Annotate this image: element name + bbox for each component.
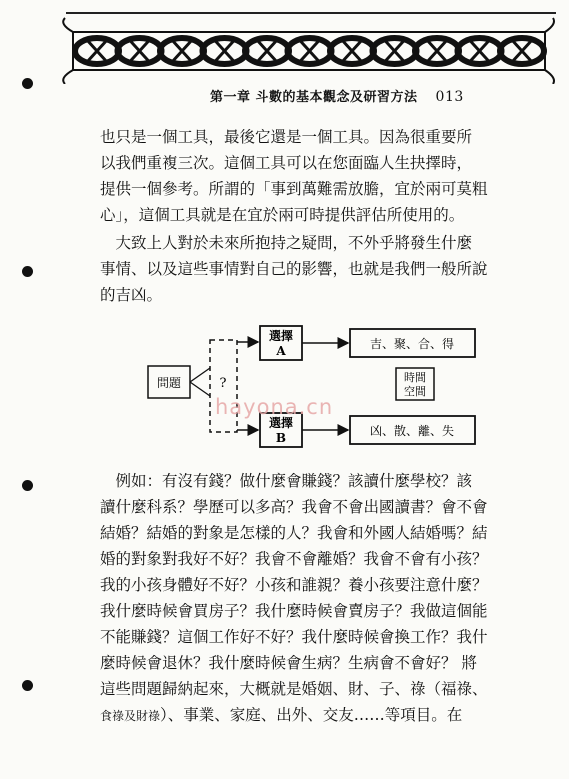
small-note: 食祿及財祿 bbox=[100, 709, 161, 723]
text-line: 我什麼時候會買房子？我什麼時候會賣房子？我做這個能 bbox=[100, 602, 488, 620]
text-line: 的吉凶。 bbox=[100, 286, 163, 304]
text-line: 我的小孩身體好不好？小孩和誰親？養小孩要注意什麼？ bbox=[100, 576, 488, 594]
binder-hole bbox=[22, 78, 33, 89]
text-line: 以我們重複三次。這個工具可以在您面臨人生抉擇時， bbox=[100, 154, 473, 172]
text-line: 也只是一個工具，最後它還是一個工具。因為很重要所 bbox=[100, 128, 473, 146]
watermark: hayona.cn bbox=[215, 395, 334, 419]
text-line: 心」，這個工具就是在宜於兩可時提供評估所使用的。 bbox=[100, 206, 465, 224]
text-line bbox=[100, 702, 520, 729]
knot-border-ornament bbox=[55, 16, 560, 84]
choice-diagram bbox=[140, 318, 510, 453]
text-line: 提供一個參考。所謂的「事到萬難需放膽，宜於兩可莫粗 bbox=[100, 180, 488, 198]
text-line: 例如：有沒有錢？做什麼會賺錢？該讀什麼學校？該 bbox=[100, 472, 473, 490]
outcome-bad-label: 凶、散、離、失 bbox=[369, 424, 455, 438]
text-line: 麼時候會退休？我什麼時候會生病？生病會不會好？ 將 bbox=[100, 654, 477, 672]
binder-hole bbox=[22, 266, 33, 277]
choice-b-label: 選擇 bbox=[268, 416, 294, 430]
chapter-title: 第一章 斗數的基本觀念及研習方法 bbox=[210, 90, 418, 105]
choice-a-letter: A bbox=[276, 344, 286, 358]
outcome-good-label: 吉、聚、合、得 bbox=[369, 337, 455, 351]
text-line: 結婚？結婚的對象是怎樣的人？我會和外國人結婚嗎？結 bbox=[100, 524, 488, 542]
question-label: 問題 bbox=[156, 376, 182, 390]
top-rule bbox=[66, 12, 556, 14]
paragraph-3 bbox=[100, 468, 520, 729]
page-number: 013 bbox=[435, 89, 464, 105]
choice-a-label: 選擇 bbox=[268, 329, 294, 343]
text-line: 大致上人對於未來所抱持之疑問，不外乎將發生什麼 bbox=[100, 234, 473, 252]
running-header bbox=[210, 86, 464, 105]
text-line: 讀什麼科系？學歷可以多高？我會不會出國讀書？會不會 bbox=[100, 498, 488, 516]
time-label: 時間 bbox=[404, 371, 426, 384]
text-line: 不能賺錢？這個工作好不好？我什麼時候會換工作？我什 bbox=[100, 628, 488, 646]
paragraph-2 bbox=[100, 230, 520, 308]
binder-hole bbox=[22, 480, 33, 491]
paragraph-1 bbox=[100, 124, 520, 228]
text-line: 婚的對象對我好不好？我會不會離婚？我會不會有小孩？ bbox=[100, 550, 488, 568]
text-line: 這些問題歸納起來，大概就是婚姻、財、子、祿（福祿、 bbox=[100, 680, 488, 698]
text-line-rest: ）、事業、家庭、出外、交友……等項目。在 bbox=[160, 706, 463, 724]
space-label: 空間 bbox=[404, 385, 426, 398]
binder-hole bbox=[22, 680, 33, 691]
choice-b-letter: B bbox=[275, 431, 287, 445]
question-mark: ? bbox=[219, 376, 227, 391]
text-line: 事情、以及這些事情對自己的影響，也就是我們一般所說 bbox=[100, 260, 488, 278]
